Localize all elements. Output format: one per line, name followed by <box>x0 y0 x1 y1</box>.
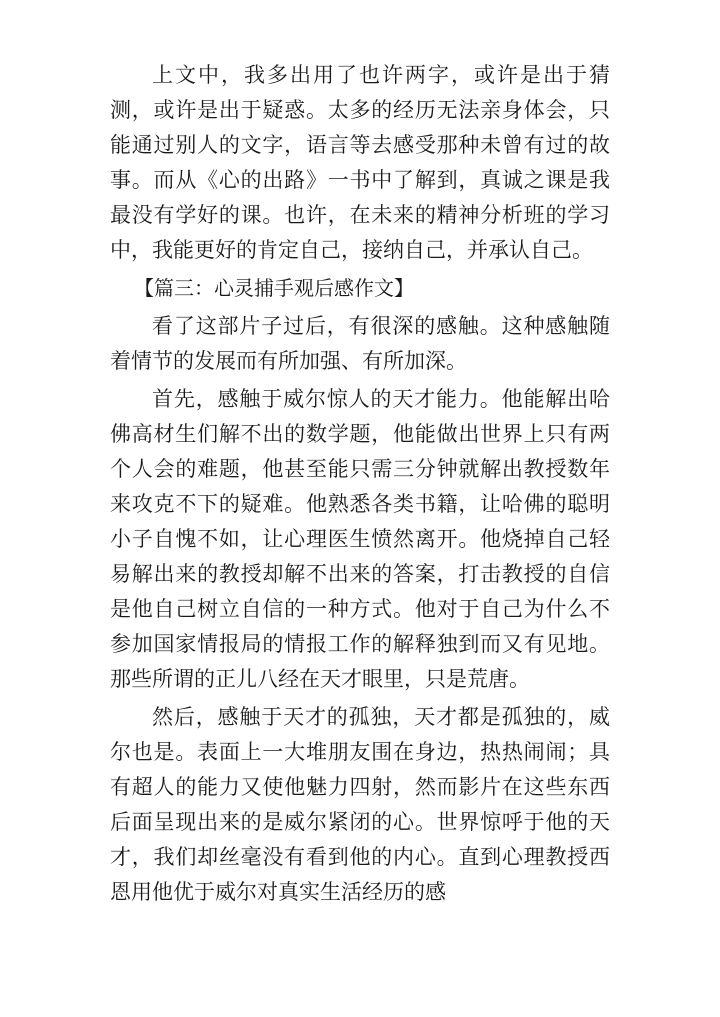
document-body <box>110 58 610 913</box>
paragraph-intro: 上文中，我多出用了也许两字，或许是出于猜测，或许是出于疑惑。太多的经历无法亲身体会，只能通过别人的文字，语言等去感受那种未曾有过的故事。而从《心的出路》一书中了解到，真诚之课是我最没有学好的课。也许，在未来的精神分析班的学习中，我能更好的肯定自己，接纳自己，并承认自己。 <box>110 63 610 262</box>
paragraph-section-3: 然后，感触于天才的孤独，天才都是孤独的，威尔也是。表面上一大堆朋友围在身边，热热闹闹；具有超人的能力又使他魅力四射，然而影片在这些东西后面呈现出来的是威尔紧闭的心。世界惊呼于他的天才，我们却丝毫没有看到他的内心。直到心理教授西恩用他优于威尔对真实生活经历的感 <box>110 705 610 904</box>
section-heading: 【篇三：心灵捕手观后感作文】 <box>134 276 414 300</box>
paragraph-section-2: 首先，感触于威尔惊人的天才能力。他能解出哈佛高材生们解不出的数学题，他能做出世界上只有两个人会的难题，他甚至能只需三分钟就解出教授数年来攻克不下的疑难。他熟悉各类书籍，让哈佛的聪明小子自愧不如，让心理医生愤然离开。他烧掉自己轻易解出来的教授却解不出来的答案，打击教授的自信是他自己树立自信的一种方式。他对于自己为什么不参加国家情报局的情报工作的解释独到而又有见地。那些所谓的正儿八经在天才眼里，只是荒唐。 <box>110 387 610 691</box>
paragraph-section-1: 看了这部片子过后，有很深的感触。这种感触随着情节的发展而有所加强、有所加深。 <box>110 314 610 373</box>
